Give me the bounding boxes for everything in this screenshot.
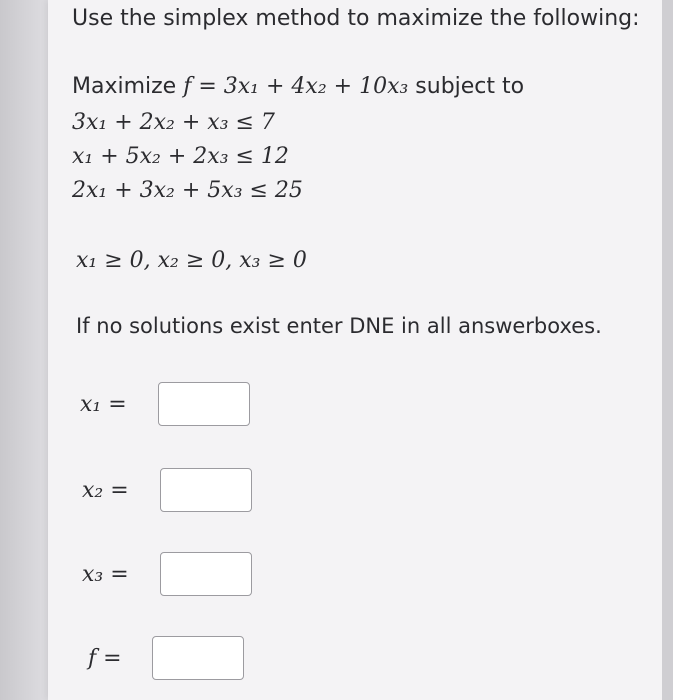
problem-card [48, 0, 662, 700]
problem-title: Use the simplex method to maximize the following: [72, 6, 640, 31]
answer-label-x2: x₂ = [82, 478, 129, 503]
page-shadow-right [662, 0, 673, 700]
answer-label-x1: x₁ = [80, 392, 127, 417]
objective-line [72, 74, 524, 99]
objective-expression: f = 3x₁ + 4x₂ + 10x₃ [183, 74, 409, 99]
objective-suffix: subject to [408, 74, 525, 99]
answer-input-f[interactable] [152, 636, 244, 680]
answer-label-x3: x₃ = [82, 562, 129, 587]
objective-prefix: Maximize [72, 74, 184, 99]
answer-input-x1[interactable] [158, 382, 250, 426]
answer-label-f: f = [88, 646, 122, 671]
constraint-1: 3x₁ + 2x₂ + x₃ ≤ 7 [72, 110, 275, 135]
answer-input-x3[interactable] [160, 552, 252, 596]
nonnegativity-constraints: x₁ ≥ 0, x₂ ≥ 0, x₃ ≥ 0 [76, 248, 307, 273]
constraint-3: 2x₁ + 3x₂ + 5x₃ ≤ 25 [72, 178, 303, 203]
dne-instruction: If no solutions exist enter DNE in all answerboxes. [76, 314, 602, 338]
constraint-2: x₁ + 5x₂ + 2x₃ ≤ 12 [72, 144, 289, 169]
answer-input-x2[interactable] [160, 468, 252, 512]
page-shadow-left [0, 0, 48, 700]
